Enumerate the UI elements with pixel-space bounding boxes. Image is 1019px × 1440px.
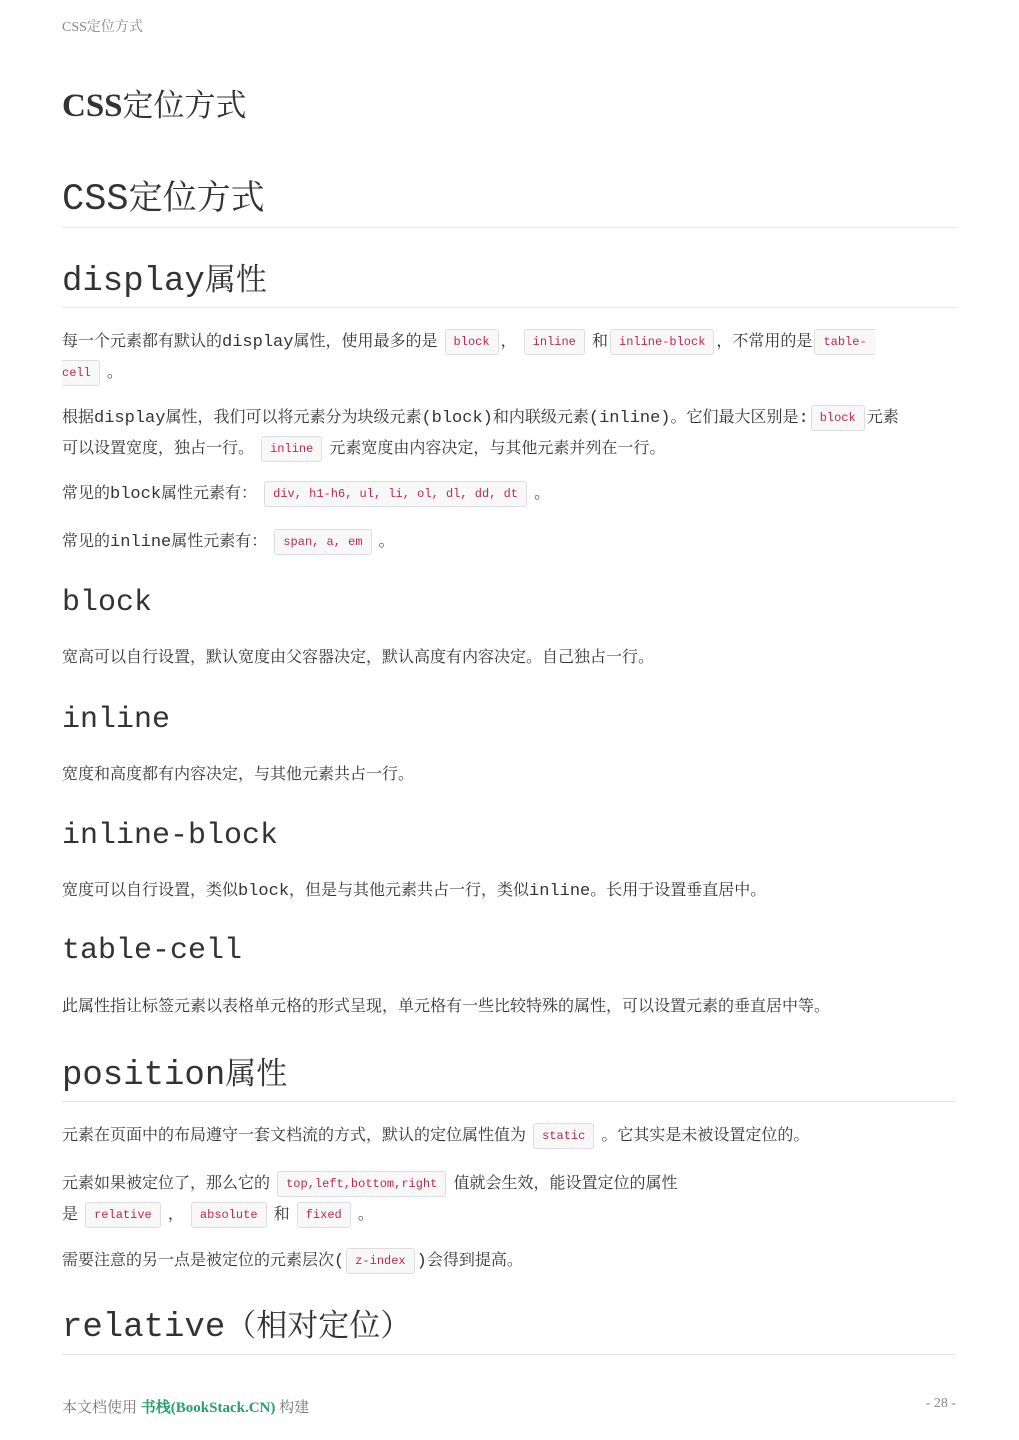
paragraph-display-types	[62, 402, 956, 464]
text: 。长用于设置垂直居中。	[590, 880, 767, 899]
heading-display	[62, 254, 956, 308]
heading-zh: 定位方式	[128, 178, 265, 218]
text: 和	[273, 1204, 290, 1223]
text: 。	[106, 362, 123, 381]
document-title	[62, 80, 247, 125]
paragraph-inline: 宽度和高度都有内容决定，与其他元素共占一行。	[62, 764, 415, 783]
text: ，但是与其他元素共占一行，类似	[289, 880, 530, 899]
paragraph-block: 宽高可以自行设置，默认宽度由父容器决定，默认高度有内容决定。自己独占一行。	[62, 647, 655, 666]
text: 常见的	[62, 531, 111, 550]
text: ，不常用的是	[716, 331, 813, 350]
title-latin: CSS	[62, 88, 123, 124]
text: )	[416, 1252, 427, 1271]
text: 元素宽度由内容决定，与其他元素并列在一行。	[329, 438, 666, 457]
code-inline: inline	[524, 329, 585, 355]
paragraph-block-elements	[62, 478, 956, 509]
text: (block)	[421, 409, 493, 428]
text: 可以设置宽度，独占一行。	[62, 438, 255, 457]
text: 属性，使用最多的是	[293, 331, 438, 350]
text: display	[222, 333, 294, 352]
text: 每一个元素都有默认的	[62, 331, 223, 350]
text: display	[94, 409, 166, 428]
paragraph-inline-elements	[62, 526, 956, 557]
paragraph-z-index	[62, 1245, 956, 1276]
text: 和	[591, 331, 608, 350]
paragraph-positioned	[62, 1168, 956, 1230]
code-inline: cell	[62, 360, 100, 386]
code-inline: fixed	[297, 1202, 351, 1228]
text: 属性元素有：	[171, 531, 268, 550]
footer-brand-link[interactable]: 书栈(BookStack.CN)	[140, 1400, 276, 1416]
heading-inline-block: inline-block	[62, 819, 279, 853]
text: 属性元素有：	[161, 483, 258, 502]
code-inline: span, a, em	[274, 529, 371, 555]
code-inline: top,left,bottom,right	[277, 1171, 446, 1197]
text: 需要注意的另一点是被定位的元素层次	[62, 1250, 335, 1269]
code-inline: z-index	[346, 1248, 414, 1274]
heading-latin: CSS	[62, 179, 129, 221]
text: 。它们最大区别是	[670, 407, 799, 426]
text: 元素在页面中的布局遵守一套文档流的方式，默认的定位属性值为	[62, 1125, 527, 1144]
text: 。	[378, 531, 395, 550]
text: 。	[534, 483, 551, 502]
text: block	[110, 485, 162, 504]
text: 会得到提高。	[426, 1250, 523, 1269]
code-inline: inline	[261, 436, 322, 462]
code-inline: table-	[814, 329, 874, 355]
code-inline: div, h1-h6, ul, li, ol, dl, dd, dt	[264, 481, 527, 507]
text: 根据	[62, 407, 95, 426]
heading-latin: display	[62, 263, 205, 301]
heading-zh: 属性	[204, 262, 267, 298]
footer-credit	[62, 1396, 309, 1417]
text: 是	[62, 1204, 79, 1223]
text: 值就会生效，能设置定位的属性	[453, 1173, 678, 1192]
text: inline	[529, 882, 591, 901]
text: 宽度可以自行设置，类似	[62, 880, 239, 899]
text: :	[798, 409, 809, 428]
text: 常见的	[62, 483, 111, 502]
code-inline: static	[533, 1123, 594, 1149]
code-inline: block	[445, 329, 499, 355]
heading-inline: inline	[62, 703, 171, 737]
text: 。它其实是未被设置定位的。	[601, 1125, 810, 1144]
heading-block: block	[62, 586, 153, 620]
code-inline: relative	[85, 1202, 161, 1228]
text: 。	[357, 1204, 374, 1223]
heading-latin: position	[62, 1057, 226, 1095]
paragraph-static	[62, 1120, 956, 1151]
heading-zh: 属性	[225, 1056, 288, 1092]
heading-table-cell: table-cell	[62, 934, 243, 968]
running-header: CSS定位方式	[62, 20, 143, 35]
paragraph-table-cell: 此属性指让标签元素以表格单元格的形式呈现，单元格有一些比较特殊的属性，可以设置元素的垂直居中等。	[62, 996, 831, 1015]
paragraph-inline-block	[62, 875, 956, 906]
heading-zh: （相对定位）	[225, 1308, 412, 1344]
text: ，	[167, 1204, 184, 1223]
heading-relative	[62, 1300, 956, 1355]
text: 元素如果被定位了，那么它的	[62, 1173, 271, 1192]
text: (inline)	[588, 409, 671, 428]
text: inline	[110, 533, 172, 552]
text: 属性，我们可以将元素分为块级元素	[165, 407, 422, 426]
footer-prefix: 本文档使用	[62, 1400, 138, 1416]
heading-css-positioning	[62, 170, 956, 228]
page-number: - 28 -	[925, 1396, 956, 1411]
heading-latin: relative	[62, 1309, 226, 1347]
code-inline: block	[811, 405, 865, 431]
title-zh: 定位方式	[122, 88, 247, 124]
text: block	[238, 882, 290, 901]
footer-suffix: 构建	[279, 1400, 310, 1416]
paragraph-display-intro	[62, 326, 956, 388]
text: (	[334, 1252, 345, 1271]
text: ，	[500, 331, 517, 350]
code-inline: absolute	[191, 1202, 267, 1228]
text: 和内联级元素	[492, 407, 589, 426]
text: 元素	[866, 407, 899, 426]
code-inline: inline-block	[610, 329, 714, 355]
heading-position	[62, 1048, 956, 1102]
